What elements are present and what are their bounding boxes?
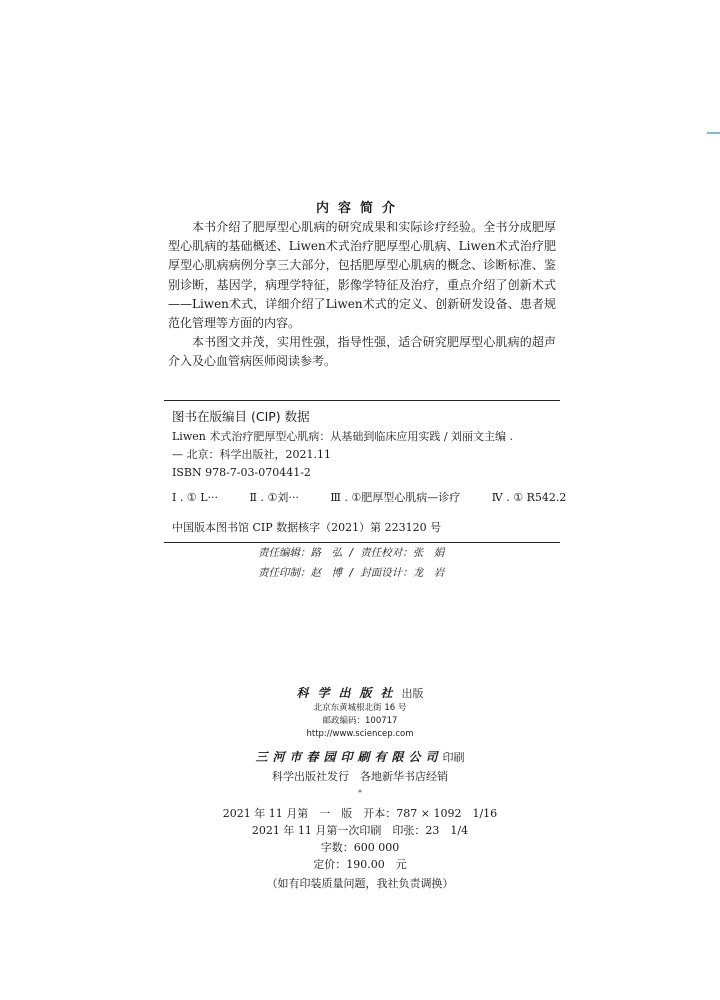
staff-editor: 责任编辑：路 弘	[258, 547, 342, 559]
publisher-suffix: 出版	[401, 687, 424, 700]
publisher-line	[0, 682, 720, 702]
printing-line: 2021 年 11 月第一次印刷 印张：23 1/4	[251, 824, 469, 837]
distribution-line: 科学出版社发行 各地新华书店经销	[272, 770, 448, 783]
staff-separator: /	[349, 567, 353, 579]
summary-section	[168, 218, 556, 372]
cip-box	[164, 400, 567, 543]
page-edge-mark	[707, 132, 720, 134]
printer-line	[0, 746, 720, 768]
cip-class-item: Ⅰ . ① L···	[172, 491, 218, 504]
printer-suffix: 印刷	[442, 751, 465, 764]
quality-note: （如有印装质量问题，我社负责调换）	[266, 877, 454, 890]
cip-entry	[172, 428, 556, 482]
cip-class-item: Ⅲ . ①肥厚型心肌病—诊疗	[330, 491, 461, 504]
staff-print-manager: 责任印制：赵 博	[258, 567, 342, 579]
imprint-section	[0, 682, 720, 893]
word-count: 字数：600 000	[320, 841, 400, 854]
star-mark: *	[358, 789, 362, 797]
cip-check-number: 中国版本图书馆 CIP 数据核字（2021）第 223120 号	[172, 521, 442, 534]
summary-paragraph: 本书图文并茂，实用性强，指导性强，适合研究肥厚型心肌病的超声介入及心血管病医师阅读参考。	[168, 335, 556, 369]
staff-proofreader: 责任校对：张 娟	[360, 547, 445, 559]
publisher-url: http://www.sciencep.com	[306, 729, 414, 739]
staff-cover-designer: 封面设计：龙 岩	[360, 567, 445, 579]
cip-classification	[172, 489, 594, 505]
summary-paragraph: 本书介绍了肥厚型心肌病的研究成果和实际诊疗经验。全书分成肥厚型心肌病的基础概述、Liwen术式治疗肥厚型心肌病、Liwen术式治疗肥厚型心肌病病例分享三大部分，包括肥厚型心肌病的概念、诊断标准、鉴别诊断，基因学，病理学特征，影像学特征及治疗，重点介绍了创新术式——Liwen术式，详细介绍了Liwen术式的定义、创新研发设备、患者规范化管理等方面的内容。	[168, 220, 556, 331]
price: 定价：190.00 元	[313, 858, 407, 871]
publisher-name: 科学出版社	[296, 686, 402, 700]
publisher-postcode: 邮政编码：100717	[322, 716, 398, 726]
summary-title: 内容简介	[315, 201, 404, 216]
staff-separator: /	[349, 547, 353, 559]
printer-name: 三河市春园印刷有限公司	[255, 750, 443, 764]
cip-class-item: Ⅱ . ①刘···	[249, 491, 299, 504]
cip-entry-line: — 北京：科学出版社，2021.11	[172, 448, 331, 461]
publisher-address: 北京东黄城根北街 16 号	[313, 703, 407, 713]
staff-line	[258, 545, 518, 560]
staff-line	[258, 565, 518, 580]
edition-line: 2021 年 11 月第 一 版 开本：787 × 1092 1/16	[222, 807, 498, 820]
cip-isbn: ISBN 978-7-03-070441-2	[172, 466, 311, 479]
cip-title: 图书在版编目 (CIP) 数据	[172, 409, 310, 424]
cip-entry-line: Liwen 术式治疗肥厚型心肌病：从基础到临床应用实践 / 刘丽文主编 .	[172, 430, 514, 443]
cip-class-item: Ⅳ . ① R542.2	[491, 491, 567, 504]
